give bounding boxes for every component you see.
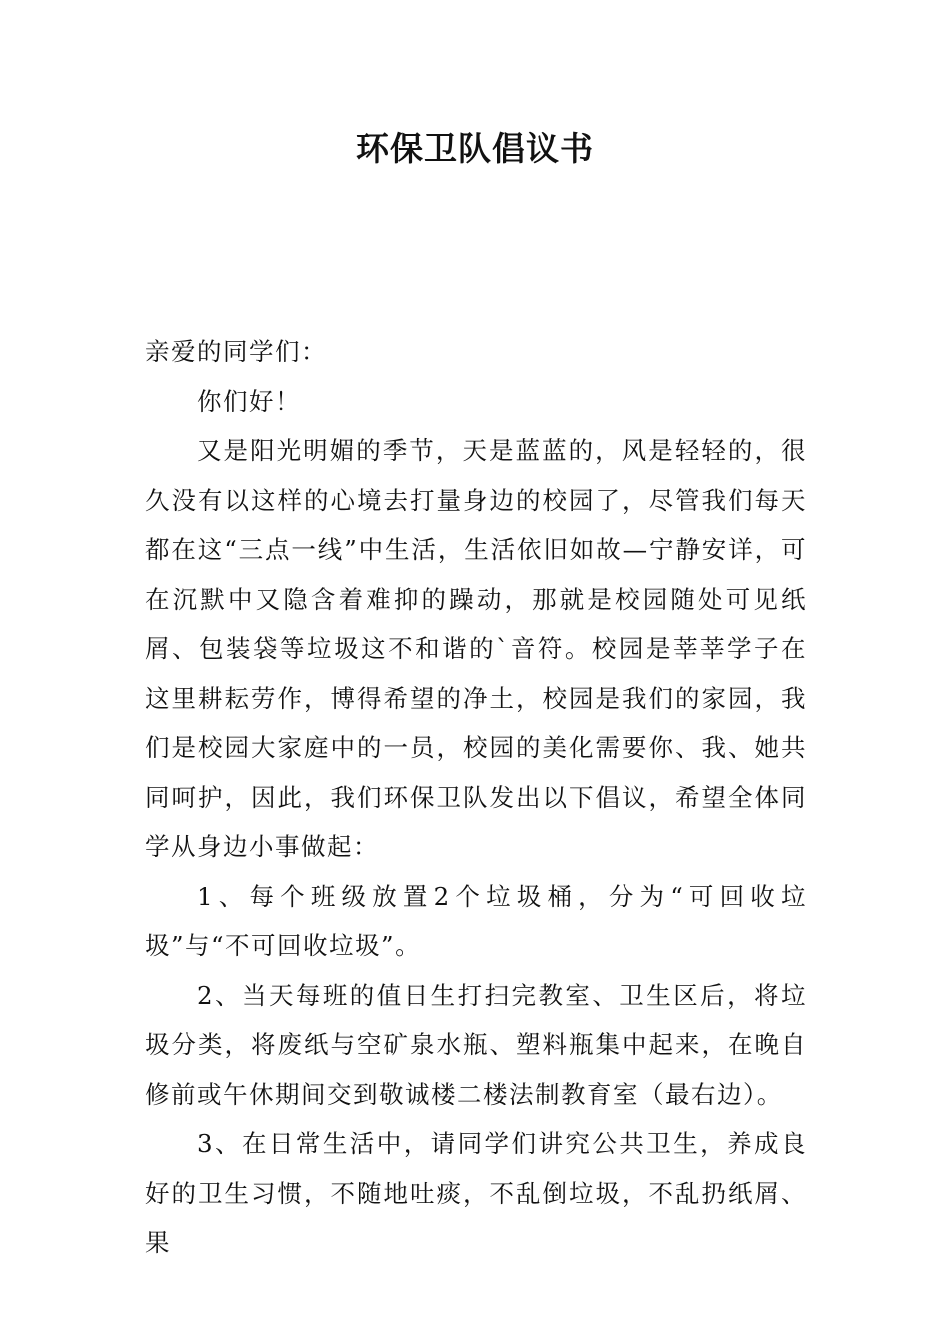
- greeting: 你们好！: [197, 386, 301, 416]
- salutation: 亲爱的同学们：: [145, 337, 327, 366]
- document-body: [145, 327, 807, 1268]
- proposal-item-2: 2、当天每班的值日生打扫完教室、卫生区后，将垃圾分类，将废纸与空矿泉水瓶、塑料瓶集中起来，在晚自修前或午休期间交到敬诚楼二楼法制教育室（最右边）。: [145, 980, 807, 1109]
- proposal-item-3: 3、在日常生活中，请同学们讲究公共卫生，养成良好的卫生习惯，不随地吐痰，不乱倒垃圾，不乱扔纸屑、果: [145, 1129, 807, 1257]
- proposal-item-1: 1、每个班级放置2个垃圾桶，分为“可回收垃圾”与“不可回收垃圾”。: [145, 881, 807, 960]
- intro-paragraph: 又是阳光明媚的季节，天是蓝蓝的，风是轻轻的，很久没有以这样的心境去打量身边的校园了，尽管我们每天都在这“三点一线”中生活，生活依旧如故—宁静安详，可在沉默中又隐含着难抑的躁动，那就是校园随处可见纸屑、包装袋等垃圾这不和谐的`音符。校园是莘莘学子在这里耕耘劳作，博得希望的净土，校园是我们的家园，我们是校园大家庭中的一员，校园的美化需要你、我、她共同呵护，因此，我们环保卫队发出以下倡议，希望全体同学从身边小事做起：: [145, 436, 807, 861]
- document-title: 环保卫队倡议书: [356, 129, 594, 168]
